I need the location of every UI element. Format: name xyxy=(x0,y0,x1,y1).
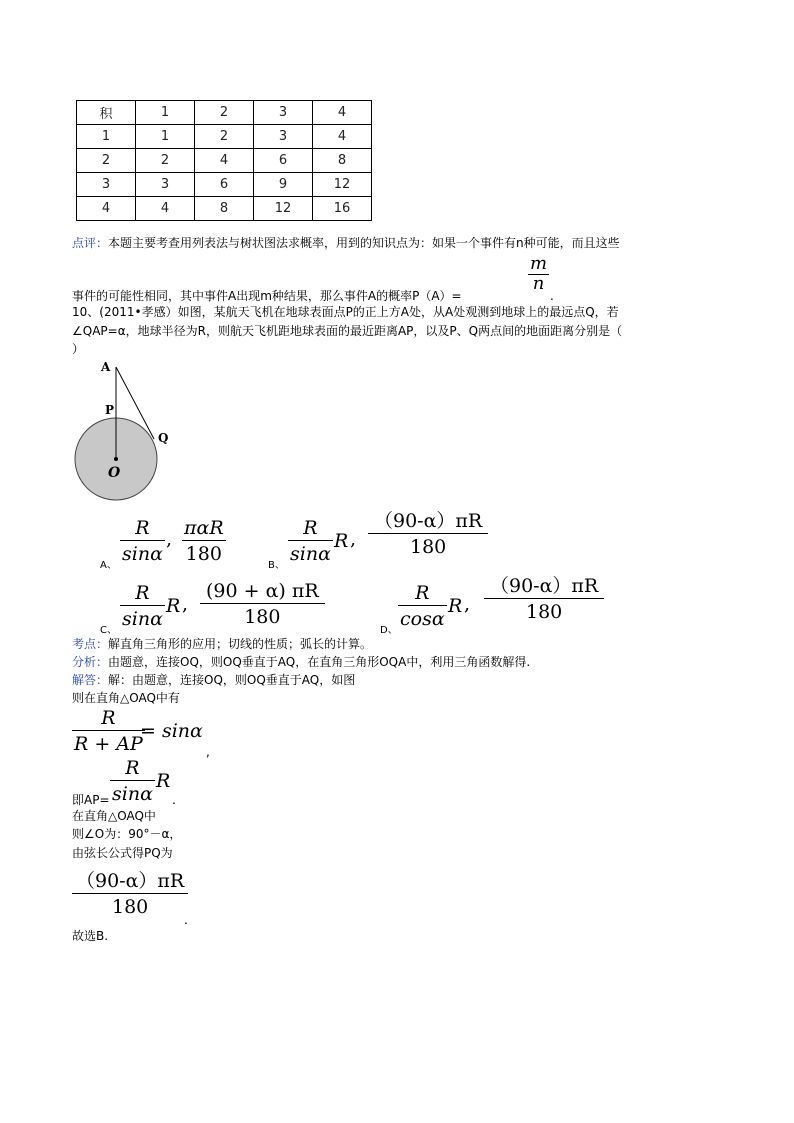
fraction-numerator: R xyxy=(303,517,318,539)
fraction-numerator: （90-α）πR xyxy=(490,575,599,597)
fraction-denominator: sinα xyxy=(122,608,163,630)
equation-1-rhs: = sinα xyxy=(140,720,203,742)
review-line-1 xyxy=(72,235,620,251)
fraction-denominator: 180 xyxy=(111,896,149,918)
fraction-denominator: sinα xyxy=(122,543,163,565)
fenxi-text: 由题意，连接OQ，则OQ垂直于AQ，在直角三角形OQA中，利用三角函数解得. xyxy=(108,655,531,669)
kaodian-label: 考点： xyxy=(72,637,109,651)
option-a-fraction-1 xyxy=(120,517,165,566)
option-c-fraction-1 xyxy=(120,582,165,631)
option-b-fraction-1 xyxy=(288,517,333,566)
option-b-multiplier: R xyxy=(334,530,349,552)
fraction-numerator: R xyxy=(101,707,116,729)
review-end: . xyxy=(550,289,554,303)
table-cell: 6 xyxy=(254,149,313,173)
table-cell: 积 xyxy=(77,101,136,125)
table-cell: 1 xyxy=(136,101,195,125)
table-cell: 8 xyxy=(313,149,372,173)
table-row xyxy=(77,125,372,149)
table-cell: 4 xyxy=(136,197,195,221)
fraction-numerator: R xyxy=(135,517,150,539)
center-dot xyxy=(114,457,118,461)
solution-step-2-prefix: 即AP= xyxy=(72,793,110,807)
table-cell: 6 xyxy=(195,173,254,197)
table-cell: 3 xyxy=(77,173,136,197)
table-cell: 3 xyxy=(254,101,313,125)
solution-step-4: 则∠O为：90°－α， xyxy=(72,827,182,841)
option-c-sep: , xyxy=(182,593,189,615)
review-text-2: 事件的可能性相同，其中事件A出现m种结果，那么事件A的概率P（A）= xyxy=(72,289,462,303)
fraction-numerator: παR xyxy=(184,517,224,539)
point-q-label: Q xyxy=(158,431,169,445)
equation-3-end: . xyxy=(184,913,188,927)
table-cell: 8 xyxy=(195,197,254,221)
option-d-sep: , xyxy=(464,593,471,615)
option-d-fraction-1 xyxy=(398,582,447,631)
table-cell: 16 xyxy=(313,197,372,221)
fraction-numerator: (90 + α) πR xyxy=(206,580,319,602)
fenxi-line xyxy=(72,654,530,670)
table-cell: 2 xyxy=(195,125,254,149)
kaodian-text: 解直角三角形的应用；切线的性质；弧长的计算。 xyxy=(108,637,373,651)
fraction-denominator: n xyxy=(532,273,545,294)
option-c-fraction-2 xyxy=(200,580,325,629)
equation-1-comma: , xyxy=(206,745,210,759)
fraction-numerator: m xyxy=(530,253,548,274)
table-cell: 4 xyxy=(195,149,254,173)
kaodian-line xyxy=(72,636,372,652)
option-b-fraction-2 xyxy=(368,510,488,559)
review-label: 点评： xyxy=(72,236,109,250)
point-p-label: P xyxy=(105,403,115,417)
review-text: 本题主要考查用列表法与树状图法求概率，用到的知识点为：如果一个事件有n种可能，而且这些 xyxy=(108,236,620,250)
table-cell: 3 xyxy=(254,125,313,149)
option-b-sep: , xyxy=(350,528,357,550)
solution-step-1: 则在直角△OAQ中有 xyxy=(72,691,180,705)
question-line-2: ∠QAP=α，地球半径为R，则航天飞机距地球表面的最近距离AP，以及P、Q两点间的地面距离分别是（ xyxy=(72,324,623,338)
table-cell: 4 xyxy=(313,101,372,125)
solution-step-3: 在直角△OAQ中 xyxy=(72,809,156,823)
fraction-denominator: R + AP xyxy=(74,733,143,755)
table-row xyxy=(77,197,372,221)
fraction-denominator: 180 xyxy=(185,543,222,565)
table-cell: 12 xyxy=(313,173,372,197)
option-c-letter: C、 xyxy=(100,625,117,636)
point-a-label: A xyxy=(101,360,111,374)
table-row xyxy=(77,173,372,197)
table-cell: 4 xyxy=(313,125,372,149)
fraction-denominator: sinα xyxy=(112,783,153,805)
table-cell: 2 xyxy=(136,149,195,173)
option-a-fraction-2 xyxy=(182,517,226,566)
table-cell: 2 xyxy=(77,149,136,173)
option-d-fraction-2 xyxy=(484,575,604,624)
fraction-denominator: 180 xyxy=(409,536,447,558)
table-cell: 4 xyxy=(77,197,136,221)
table-cell: 12 xyxy=(254,197,313,221)
review-fraction xyxy=(528,254,549,293)
equation-2-multiplier: R xyxy=(156,770,171,792)
option-a-sep: , xyxy=(166,528,173,550)
fraction-denominator: sinα xyxy=(290,543,331,565)
fraction-numerator: R xyxy=(415,582,430,604)
point-o-label: O xyxy=(108,465,121,481)
option-d-letter: D、 xyxy=(380,625,398,636)
table-row xyxy=(77,149,372,173)
equation-3-fraction xyxy=(72,870,188,919)
fraction-denominator: 180 xyxy=(525,601,563,623)
table-cell: 1 xyxy=(136,125,195,149)
fraction-numerator: （90-α）πR xyxy=(374,510,483,532)
question-line-3: ） xyxy=(72,342,85,356)
table-cell: 3 xyxy=(136,173,195,197)
fenxi-label: 分析： xyxy=(72,655,109,669)
earth-figure xyxy=(68,355,188,505)
product-table xyxy=(76,100,372,221)
equation-2-fraction xyxy=(110,757,155,806)
equation-1-fraction xyxy=(72,707,145,756)
table-cell: 2 xyxy=(195,101,254,125)
fraction-denominator: 180 xyxy=(244,606,281,628)
equation-2-end: . xyxy=(172,793,176,807)
option-a-letter: A、 xyxy=(100,560,117,571)
jieda-line xyxy=(72,672,355,688)
fraction-numerator: R xyxy=(125,757,140,779)
table-header-row xyxy=(77,101,372,125)
fraction-numerator: R xyxy=(135,582,150,604)
solution-step-5: 由弦长公式得PQ为 xyxy=(72,846,173,860)
fraction-denominator: cosα xyxy=(400,608,445,630)
table-cell: 1 xyxy=(77,125,136,149)
jieda-label: 解答： xyxy=(72,673,109,687)
question-line-1: 10、(2011•孝感）如图，某航天飞机在地球表面点P的正上方A处，从A处观测到地球上的最远点Q，若 xyxy=(72,305,619,319)
fraction-numerator: （90-α）πR xyxy=(76,870,185,892)
solution-conclusion: 故选B. xyxy=(72,929,109,943)
option-c-multiplier: R xyxy=(166,595,181,617)
jieda-text: 解：由题意，连接OQ，则OQ垂直于AQ，如图 xyxy=(108,673,356,687)
review-line-2 xyxy=(72,288,462,304)
table-cell: 9 xyxy=(254,173,313,197)
option-d-multiplier: R xyxy=(448,595,463,617)
option-b-letter: B、 xyxy=(268,560,285,571)
